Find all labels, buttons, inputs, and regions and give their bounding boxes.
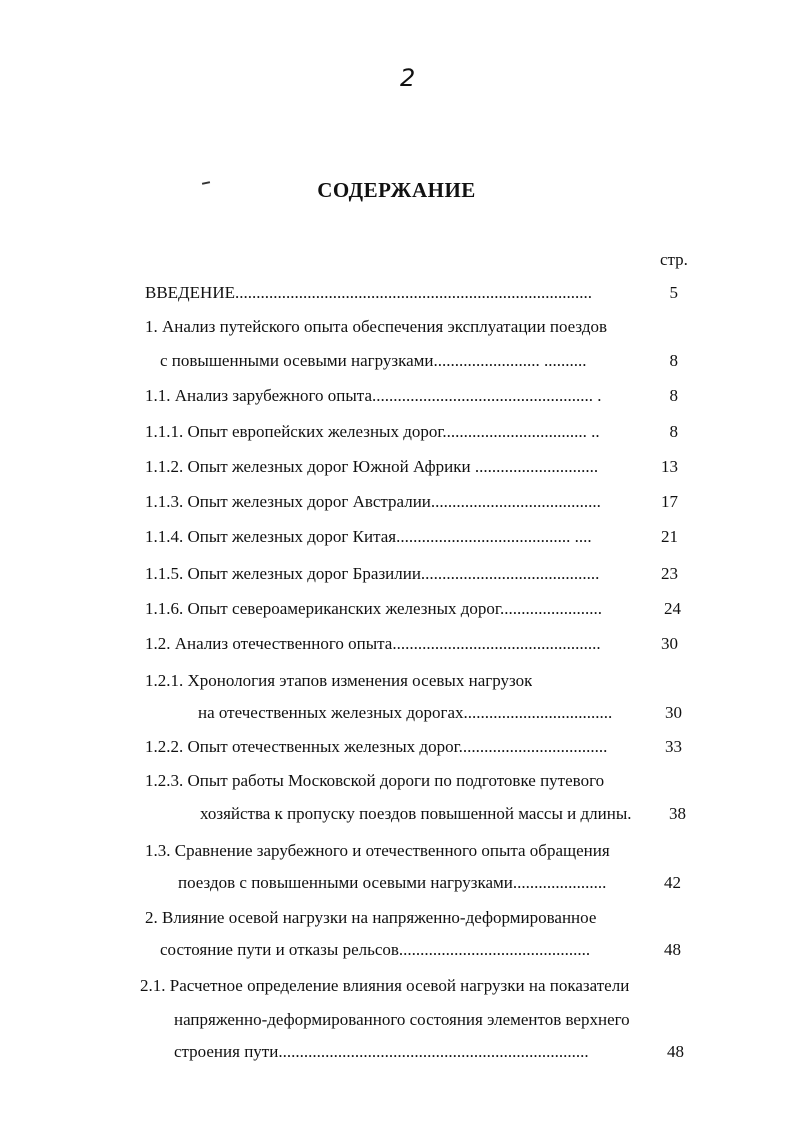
toc-page: 21 bbox=[661, 527, 678, 546]
toc-page: 5 bbox=[669, 283, 678, 302]
toc-line: состояние пути и отказы рельсов............................................. bbox=[160, 940, 591, 959]
toc-page: 8 bbox=[669, 386, 678, 405]
toc-page: 13 bbox=[661, 457, 678, 476]
toc-line: поездов с повышенными осевыми нагрузками...................... bbox=[178, 873, 607, 892]
toc-page: 33 bbox=[665, 737, 682, 756]
toc-line: 1.1.3. Опыт железных дорог Австралии........................................ bbox=[145, 492, 601, 511]
toc-page: 8 bbox=[669, 351, 678, 370]
toc-line: 1.1.1. Опыт европейских железных дорог.................................. .. bbox=[145, 422, 600, 441]
toc-line: 1.1.4. Опыт железных дорог Китая......................................... .... bbox=[145, 527, 592, 546]
toc-page: 48 bbox=[667, 1042, 684, 1061]
toc-page: 38 bbox=[669, 804, 686, 823]
toc-page: 24 bbox=[664, 599, 681, 618]
toc-line: строения пути......................................................................... bbox=[174, 1042, 589, 1061]
toc-page: 17 bbox=[661, 492, 678, 511]
toc-line: 2.1. Расчетное определение влияния осевой нагрузки на показатели bbox=[140, 976, 630, 995]
toc-line: на отечественных железных дорогах................................... bbox=[198, 703, 613, 722]
page-number: 2 bbox=[400, 64, 416, 92]
toc-page: 42 bbox=[664, 873, 681, 892]
toc-line: хозяйства к пропуску поездов повышенной массы и длины. bbox=[200, 804, 632, 823]
toc-line: напряженно-деформированного состояния элементов верхнего bbox=[174, 1010, 630, 1029]
toc-line: 1.2. Анализ отечественного опыта................................................. bbox=[145, 634, 601, 653]
toc-line: 1.1. Анализ зарубежного опыта.................................................... . bbox=[145, 386, 602, 405]
toc-line: 1.3. Сравнение зарубежного и отечественного опыта обращения bbox=[145, 841, 610, 860]
toc-line: 1.2.2. Опыт отечественных железных дорог................................... bbox=[145, 737, 608, 756]
page-column-label: стр. bbox=[660, 250, 688, 269]
toc-line: 1.1.5. Опыт железных дорог Бразилии.......................................... bbox=[145, 564, 600, 583]
toc-line: 1.1.2. Опыт железных дорог Южной Африки ............................. bbox=[145, 457, 599, 476]
toc-line: ВВЕДЕНИЕ.................................................................................... bbox=[145, 283, 592, 302]
toc-line: 2. Влияние осевой нагрузки на напряженно-деформированное bbox=[145, 908, 597, 927]
toc-page: 23 bbox=[661, 564, 678, 583]
toc-line: 1.2.3. Опыт работы Московской дороги по подготовке путевого bbox=[145, 771, 605, 790]
toc-page: 30 bbox=[661, 634, 678, 653]
toc-line: 1. Анализ путейского опыта обеспечения эксплуатации поездов bbox=[145, 317, 608, 336]
toc-page: 30 bbox=[665, 703, 682, 722]
toc-page: 48 bbox=[664, 940, 681, 959]
page-title: СОДЕРЖАНИЕ bbox=[317, 178, 476, 202]
toc-line: 1.2.1. Хронология этапов изменения осевых нагрузок bbox=[145, 671, 533, 690]
toc-page: 8 bbox=[669, 422, 678, 441]
toc-line: 1.1.6. Опыт североамериканских железных дорог........................ bbox=[145, 599, 602, 618]
toc-line: с повышенными осевыми нагрузками......................... .......... bbox=[160, 351, 587, 370]
